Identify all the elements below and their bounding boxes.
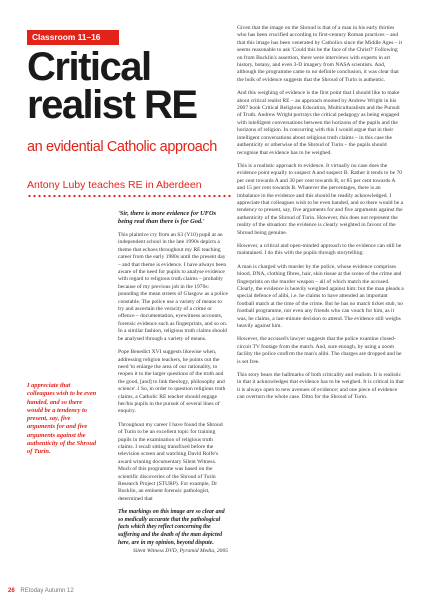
body-paragraph: This story bears the hallmarks of both criticality and realism. It is realistic in that it acknowledges that evidence has to be weighed. It is critical in that it is always open to new avenues of evidence; and one piece of evidence can overturn the whole case. Ditto for the Shroud of Turin. <box>237 372 404 401</box>
section-tag: Classroom 11–16 <box>27 30 119 45</box>
article-subtitle: an evidential Catholic approach <box>27 139 217 155</box>
body-paragraph: And this weighing of evidence is the first point that I should like to make about critical realist RE – an approach mooted by Andrew Wright in his 2007 book Critical Religious Education, Multiculturalism and the Pursuit of Truth. Andrew Wright portrays the critical pedagogy as being engaged with intelligent conversations between the horizons of the pupils and the horizons of religion. In concurring with this I would argue that in their intelligent conversations about religious truth claims – in this case the authenticity or otherwise of the Shroud of Turin – the pupils should recognise that evidence has to be weighed. <box>237 90 400 156</box>
page-footer <box>8 587 208 595</box>
body-paragraph: Pope Benedict XVI suggests likewise when, addressing religion teachers, he points out the need 'to enlarge the area of our rationality, to reopen it to the larger questions of the truth and the good, [and] to link theology, philosophy and science'.1 So, in order to question religious truth claims, a Catholic RE teacher should engage her/his pupils in the pursuit of several lines of enquiry. <box>118 349 226 415</box>
pull-quote: I appreciate that colleagues wish to be even handed, and so there would be a tendency to present, say, five arguments for and five arguments against the authenticity of the Shroud of Turin. <box>27 382 97 456</box>
body-paragraph: Throughout my career I have found the Shroud of Turin to be an excellent topic for training pupils in the examination of religious truth claims. I recall sitting transfixed before the television screen and watching David Rolfe's award winning documentary Silent Witness. Much of this programme was based on the scientific discoveries of the Shroud of Turin Research Project (STURP). For example, Dr Bucklin, an eminent forensic pathologist, determined that <box>118 421 223 502</box>
publication-name: REtoday Autumn 12 <box>20 588 74 594</box>
body-paragraph: However, a critical and open-minded approach to the evidence can still be maintained. I do this with the pupils through storytelling: <box>237 242 402 257</box>
body-paragraph: This is a realistic approach to evidence. It virtually no case does the evidence point equally to suspect A and suspect B. Rather it tends to be 70 per cent towards A and 30 per cent towards B, or 85 per cent towards A and 15 per cent towards B. Whatever the percentages, there is an imbalance in the evidence and this should be readily acknowledged. I appreciate that colleagues wish to be even handed, and so there would be a tendency to present, say, five arguments for and five arguments against the authenticity of the Shroud of Turin. However, this does not represent the reality of the situation: the evidence is clearly weighted in favour of the Shroud being genuine. <box>237 162 404 236</box>
body-paragraph: However, the accused's lawyer suggests that the police examine closed-circuit TV footage from the match. And, sure enough, by using a zoom facility the police confirm the man's alibi. The charges are dropped and he is set free. <box>237 336 402 365</box>
title-line-2: realist RE <box>27 83 197 127</box>
article-byline: Antony Luby teaches RE in Aberdeen <box>27 179 202 191</box>
lead-quote: 'Sir, there is more evidence for UFOs being real than there is for God.' <box>118 210 217 225</box>
dotted-divider <box>27 194 232 198</box>
right-column <box>237 25 404 408</box>
page-number: 26 <box>8 588 15 594</box>
body-paragraph: Given that the image on the Shroud is that of a man in his early thirties who has been crucified according to first-century Roman practices – and that this image has been venerated by Catholics since the Middle Ages – it seems reasonable to ask 'Could this be the face of the Christ?' Following on from Bucklin's assertion, there were interviews with experts in art history, botany, and even 3-D imagery from NASA scientists. And, although the programme came to no definite conclusion, it was clear that the bulk of evidence suggests that the Shroud of Turin is authentic. <box>237 25 402 83</box>
quote-source: Silent Witness DVD, Pyramid Media, 2005 <box>132 548 228 555</box>
body-paragraph: This plaintive cry from an S3 (Y10) pupil at an independent school in the late 1990s depicts a theme that echoes throughout my RE teaching career from the early 1980s until the present day – and that theme is evidence. I have always been aware of the need for pupils to analyse evidence with regard to religious truth claims – probably because of my previous job in the 1970s: pounding the mean streets of Glasgow as a police constable. The police use a variety of means to try and ascertain the veracity of a crime or offence – documentation, eyewitness accounts, forensic evidence such as fingerprints, and so on. In a similar fashion, religious truth claims should be analysed through a variety of means. <box>118 232 228 342</box>
middle-column <box>118 210 228 562</box>
block-quote: The markings on this image are so clear and so medically accurate that the pathological facts which they reflect concerning the suffering and the death of the man depicted here, are in my opinion, beyond dispute. <box>118 509 225 546</box>
title-line-1: Critical <box>27 45 151 89</box>
article-title <box>27 45 232 127</box>
body-paragraph: A man is charged with murder by the police, whose evidence comprises blood, DNA, clothing fibres, hair, skin tissue at the scene of the crime and fingerprints on the murder weapon – all of which match the accused. Clearly, the evidence is heavily weighted against him: but the man pleads a special defence of alibi, i.e. he claims to have attended an important football match at the time of the crime. But he has no match ticket stub, no football programme, nor even any friends who can vouch for him, as it was, he claims, a last-minute decision to attend. The evidence still weighs heavily against him. <box>237 263 404 330</box>
